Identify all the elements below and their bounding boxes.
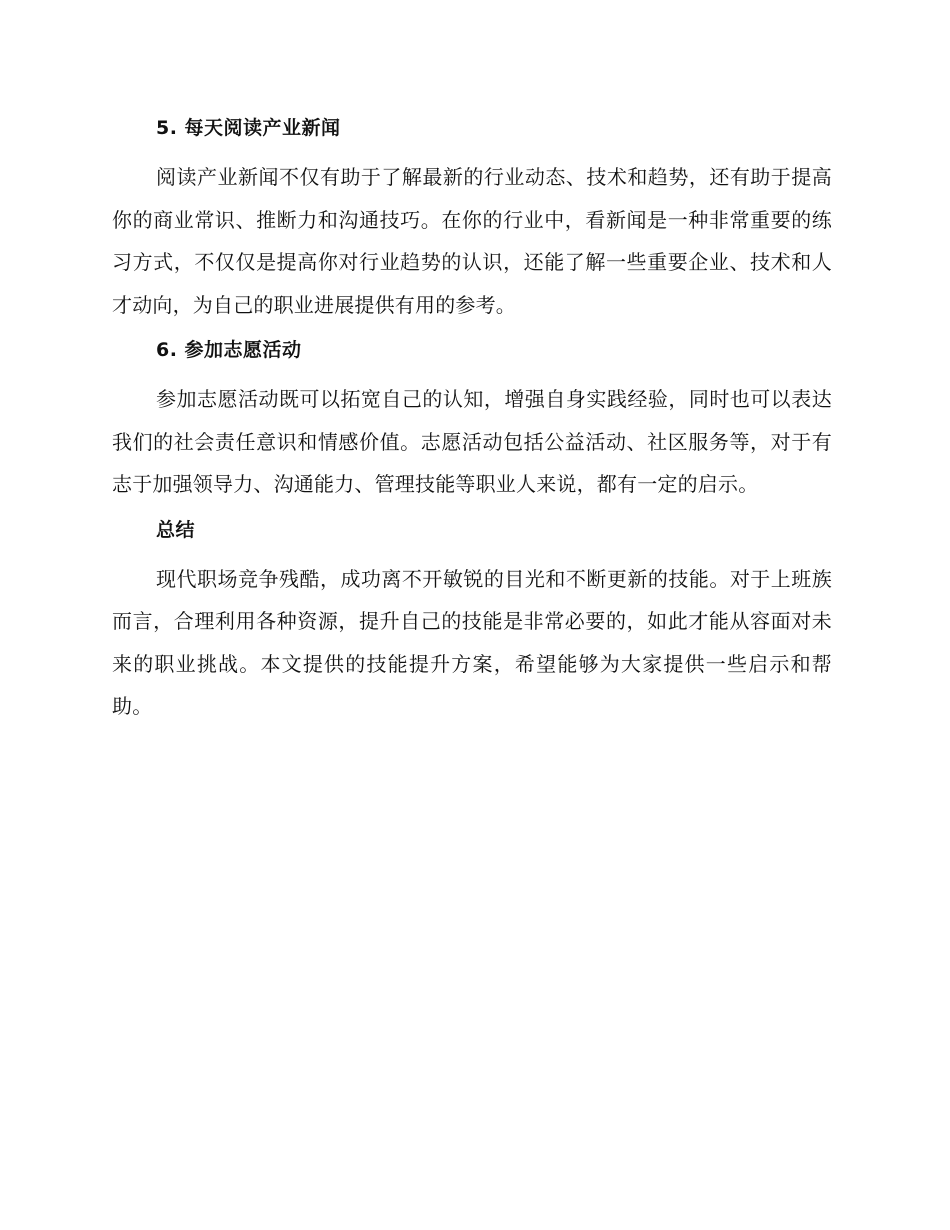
section-heading: 6. 参加志愿活动	[156, 339, 302, 361]
document-content	[112, 108, 832, 732]
section-paragraph: 阅读产业新闻不仅有助于了解最新的行业动态、技术和趋势，还有助于提高你的商业常识、推断力和沟通技巧。在你的行业中，看新闻是一种非常重要的练习方式，不仅仅是提高你对行业趋势的认识，还能了解一些重要企业、技术和人才动向，为自己的职业进展提供有用的参考。	[112, 165, 832, 317]
section-paragraph: 参加志愿活动既可以拓宽自己的认知，增强自身实践经验，同时也可以表达我们的社会责任意识和情感价值。志愿活动包括公益活动、社区服务等，对于有志于加强领导力、沟通能力、管理技能等职业人来说，都有一定的启示。	[112, 387, 832, 496]
section-paragraph: 现代职场竞争残酷，成功离不开敏锐的目光和不断更新的技能。对于上班族而言，合理利用各种资源，提升自己的技能是非常必要的，如此才能从容面对未来的职业挑战。本文提供的技能提升方案，希望能够为大家提供一些启示和帮助。	[112, 566, 832, 718]
section-volunteer-activities	[112, 330, 832, 506]
section-heading: 总结	[156, 518, 196, 541]
section-summary	[112, 510, 832, 728]
section-read-industry-news	[112, 108, 832, 326]
section-heading: 5. 每天阅读产业新闻	[156, 117, 341, 139]
